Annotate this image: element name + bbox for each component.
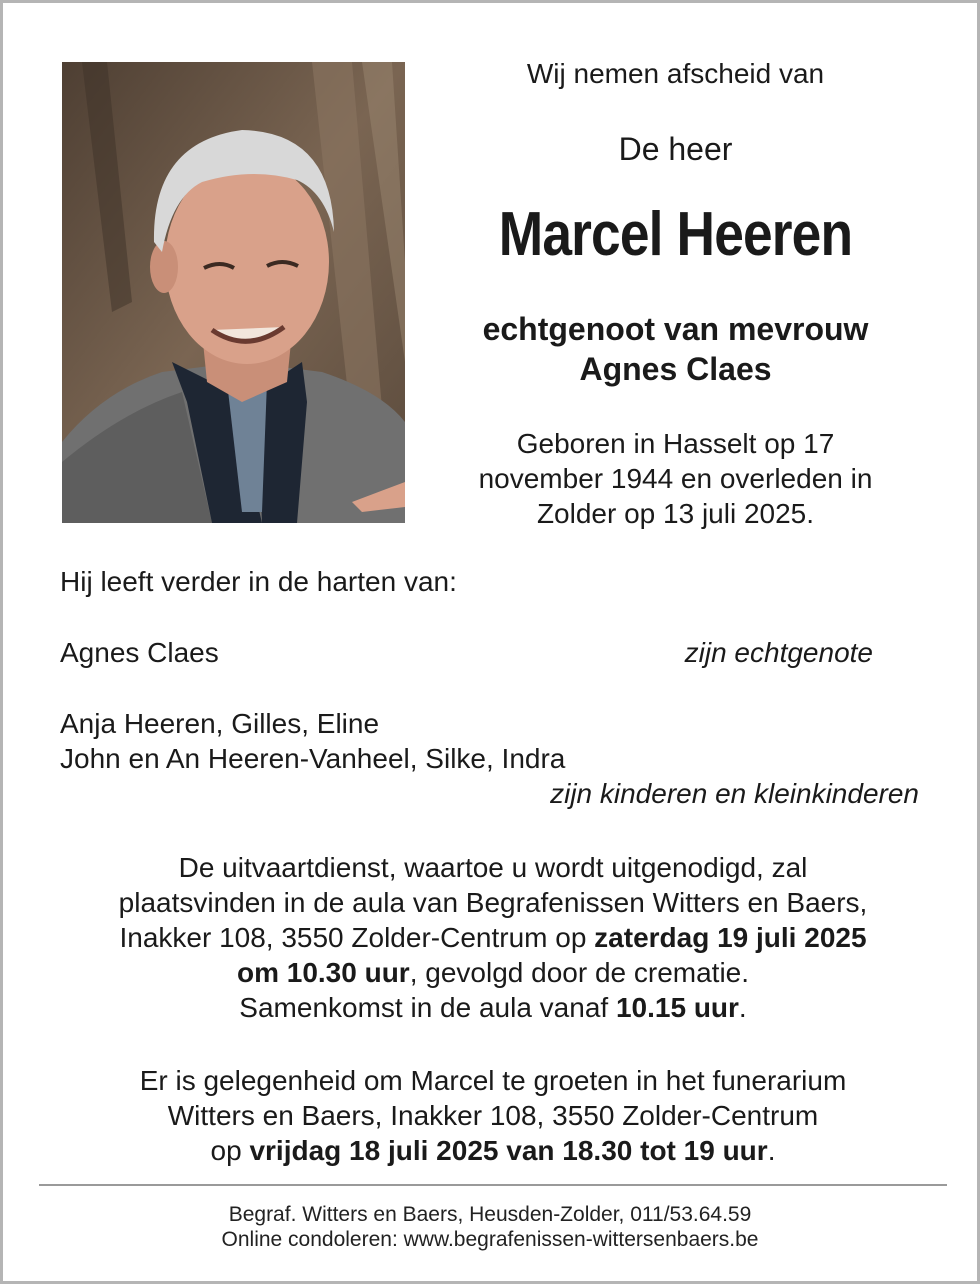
- online-condolences[interactable]: Online condoleren: www.begrafenissen-wittersenbaers.be: [221, 1228, 759, 1251]
- children-line-1: Anja Heeren, Gilles, Eline: [60, 708, 380, 739]
- spouse-line-1: echtgenoot van mevrouw: [482, 311, 869, 347]
- spouse-name: Agnes Claes: [60, 637, 219, 668]
- gathering-text: Samenkomst in de aula vanaf: [239, 992, 616, 1023]
- service-line-1: De uitvaartdienst, waartoe u wordt uitgenodigd, zal: [178, 852, 808, 883]
- service-line-5: [23, 990, 963, 1025]
- gathering-time: 10.15 uur: [615, 992, 739, 1023]
- visitation-prefix: op: [210, 1135, 250, 1166]
- born-line-2: november 1944 en overleden in: [478, 463, 873, 494]
- service-details: [23, 850, 963, 1025]
- service-line-3: [23, 920, 963, 955]
- children-line-2: John en An Heeren-Vanheel, Silke, Indra: [60, 743, 566, 774]
- visitation-period: .: [767, 1135, 776, 1166]
- visitation-details: [23, 1063, 963, 1168]
- service-time: om 10.30 uur: [236, 957, 410, 988]
- spouse-line-2: Agnes Claes: [579, 351, 772, 387]
- portrait-photo: [62, 62, 405, 523]
- funeral-home-contact: Begraf. Witters en Baers, Heusden-Zolder, 011/53.64.59: [228, 1203, 752, 1226]
- spouse-relation: zijn echtgenote: [684, 637, 873, 668]
- visitation-line-1: Er is gelegenheid om Marcel te groeten in het funerarium: [139, 1065, 847, 1096]
- service-address: Inakker 108, 3550 Zolder-Centrum op: [119, 922, 595, 953]
- service-line-4: [23, 955, 963, 990]
- footer-divider: [39, 1184, 947, 1186]
- born-line-1: Geboren in Hasselt op 17: [516, 428, 835, 459]
- birth-death-info: [443, 426, 908, 531]
- spouse-info: [443, 309, 908, 389]
- survivors-heading: Hij leeft verder in de harten van:: [60, 566, 457, 597]
- gathering-period: .: [738, 992, 747, 1023]
- honorific: De heer: [618, 131, 733, 167]
- visitation-datetime: vrijdag 18 juli 2025 van 18.30 tot 19 uur: [249, 1135, 768, 1166]
- service-line-2: plaatsvinden in de aula van Begrafenissen Witters en Baers,: [118, 887, 868, 918]
- visitation-line-2: Witters en Baers, Inakker 108, 3550 Zolder-Centrum: [167, 1100, 819, 1131]
- visitation-line-3: [23, 1133, 963, 1168]
- service-cremation: , gevolgd door de crematie.: [409, 957, 750, 988]
- children-relation: zijn kinderen en kleinkinderen: [550, 778, 919, 809]
- deceased-name: Marcel Heeren: [498, 200, 853, 269]
- service-date: zaterdag 19 juli 2025: [594, 922, 867, 953]
- born-line-3: Zolder op 13 juli 2025.: [536, 498, 815, 529]
- intro-text: Wij nemen afscheid van: [526, 58, 825, 89]
